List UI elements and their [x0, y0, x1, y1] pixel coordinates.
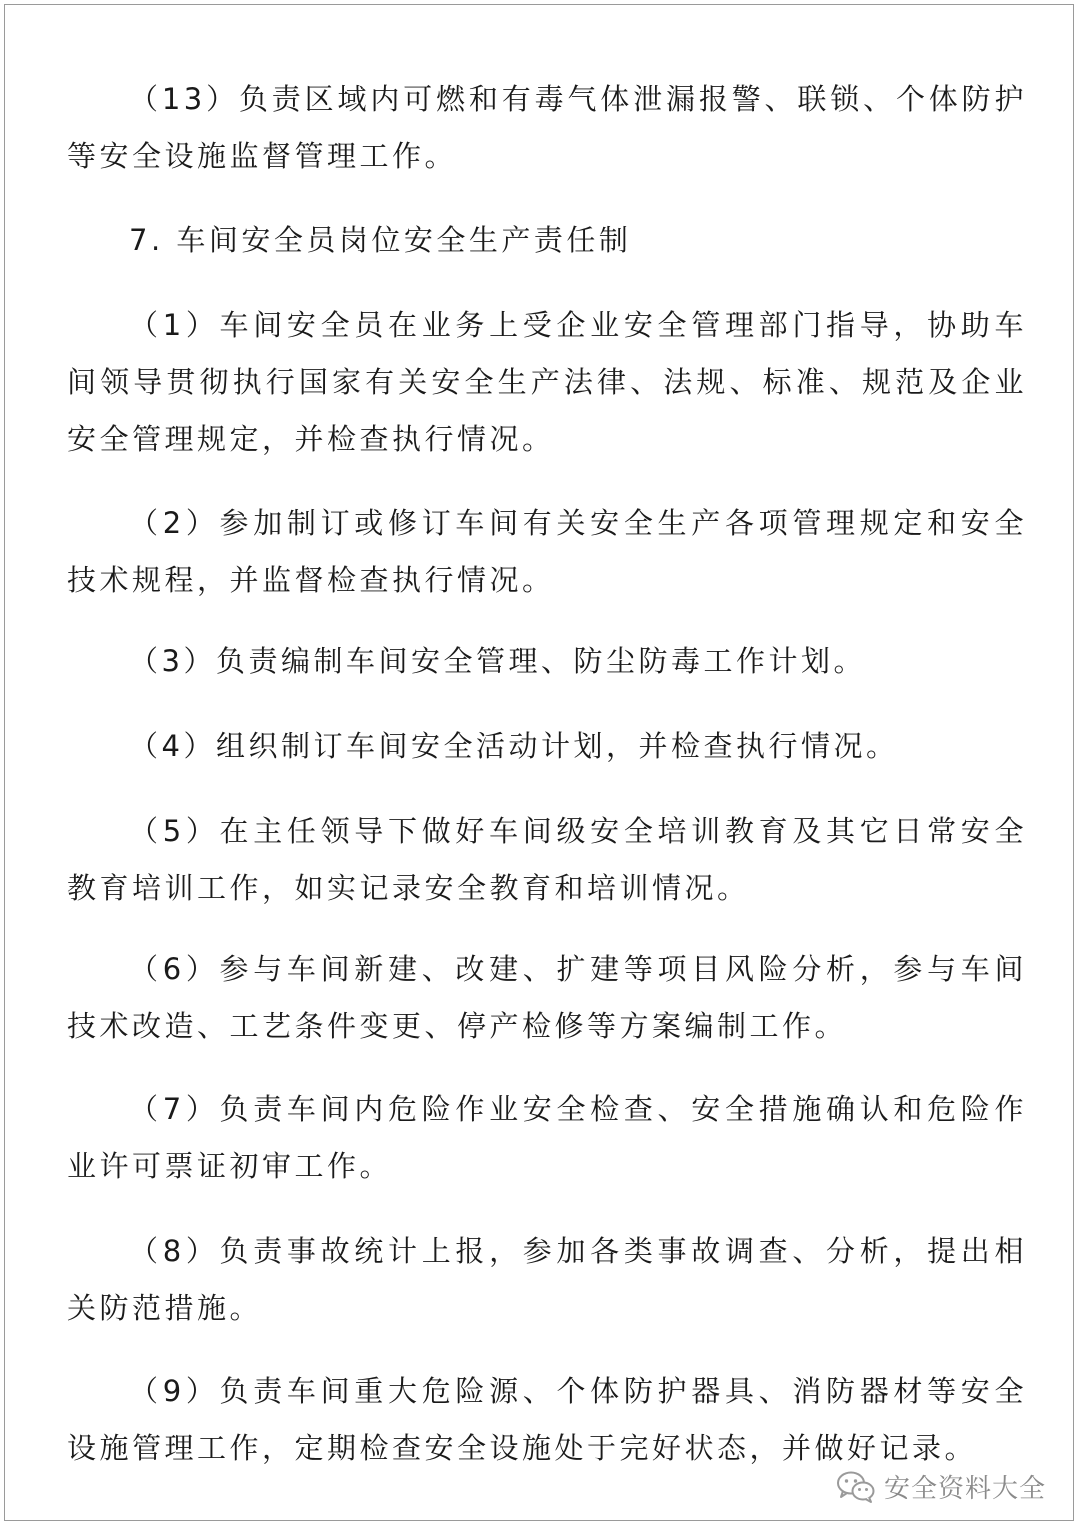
- paragraph-5: （5）在主任领导下做好车间级安全培训教育及其它日常安全教育培训工作，如实记录安全教育和培训情况。: [67, 814, 1027, 905]
- paragraph-3: （3）负责编制车间安全管理、防尘防毒工作计划。: [129, 644, 866, 678]
- document-page: [4, 4, 1074, 1521]
- paragraph-13: （13）负责区域内可燃和有毒气体泄漏报警、联锁、个体防护等安全设施监督管理工作。: [67, 82, 1027, 173]
- watermark-text: 安全资料大全: [883, 1474, 1046, 1504]
- paragraph-1: （1）车间安全员在业务上受企业安全管理部门指导，协助车间领导贯彻执行国家有关安全生产法律、法规、标准、规范及企业安全管理规定，并检查执行情况。: [67, 308, 1027, 456]
- paragraph-4: （4）组织制订车间安全活动计划，并检查执行情况。: [129, 729, 899, 763]
- paragraph-2: （2）参加制订或修订车间有关安全生产各项管理规定和安全技术规程，并监督检查执行情况。: [67, 506, 1027, 597]
- watermark: [836, 1468, 1046, 1505]
- section-heading: 7. 车间安全员岗位安全生产责任制: [129, 223, 632, 257]
- wechat-icon: [836, 1470, 876, 1504]
- paragraph-6: （6）参与车间新建、改建、扩建等项目风险分析，参与车间技术改造、工艺条件变更、停产检修等方案编制工作。: [67, 952, 1027, 1043]
- paragraph-7: （7）负责车间内危险作业安全检查、安全措施确认和危险作业许可票证初审工作。: [67, 1092, 1027, 1183]
- paragraph-9: （9）负责车间重大危险源、个体防护器具、消防器材等安全设施管理工作，定期检查安全设施处于完好状态，并做好记录。: [67, 1374, 1027, 1465]
- paragraph-8: （8）负责事故统计上报，参加各类事故调查、分析，提出相关防范措施。: [67, 1234, 1027, 1325]
